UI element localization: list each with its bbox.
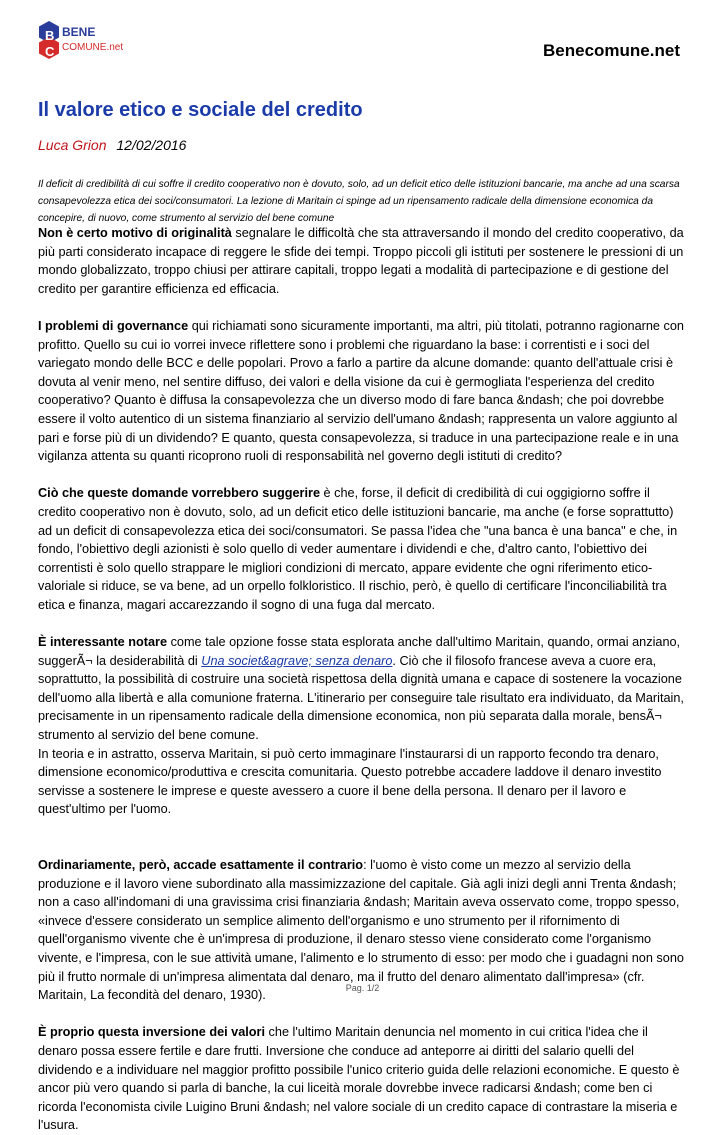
svg-text:B: B — [45, 28, 55, 43]
paragraph — [38, 1023, 690, 1135]
paragraph — [38, 224, 690, 298]
article-abstract: Il deficit di credibilità di cui soffre il credito cooperativo non è dovuto, solo, ad un deficit etico delle istituzioni bancarie, ma anche ad una scarsa consapevolezza etica dei soci/consumatori. La lezione di Maritain ci spinge ad un ripensamento radicale della dimensione economica da concepire, di nuovo, come strumento al servizio del bene comune — [38, 179, 680, 224]
paragraph-lead: Non è certo motivo di originalità — [38, 226, 232, 240]
paragraph-text: qui richiamati sono sicuramente importanti, ma altri, più titolati, potranno ragionarne con profitto. Quello su cui io vorrei invece riflettere sono i problemi che riguardano la base: i correntisti e i soci del variegato mondo delle BCC e delle popolari. Provo a farlo a partire da alcune domande: quanto dell'attuale crisi è dovuta al venir meno, nel sentire diffuso, dei valori e della visione da cui è germogliata l'esperienza del credito cooperativo? Quanto è diffusa la consapevolezza che un diverso modo di fare banca &ndash; che poi dovrebbe essere il volto autentico di un sistema finanziario al servizio dell'umano &ndash; rappresenta un valore aggiunto al pari e forse più di un dividendo? E quanto, questa consapevolezza, si traduce in una partecipazione reale e in una vigilanza attenta su quanti ricoprono ruoli di responsabilità nel governo degli istituti di credito? — [38, 318, 684, 464]
paragraph-text: : l'uomo è visto come un mezzo al servizio della produzione e il lavoro viene subordinato alla massimizzazione del capitale. Già agli inizi degli anni Trenta &ndash; non a caso all'indomani di una gravissima crisi finanziaria &ndash; Maritain aveva osservato come, troppo spesso, «invece d'essere considerato un semplice alimento dell'organismo e uno strumento per il rifornimento di quell'organismo vivente che è un'impresa di produzione, il denaro stesso viene considerato come l'organismo vivente, e l'impresa, con le sue attività umane, l'alimento e lo strumento di esso: per modo che i guadagni non sono più il frutto normale di un'impresa alimentata dal denaro, ma il frutto del denaro alimentato dall'impresa» (cfr. Maritain, La fecondità del denaro, 1930). — [38, 858, 684, 1003]
paragraph-text: è che, forse, il deficit di credibilità di cui oggigiorno soffre il credito cooperativo non è dovuto, solo, ad un deficit etico delle istituzioni bancarie, ma anche (e forse soprattutto) ad un deficit di consapevolezza etica dei soci/consumatori. Se passa l'idea che "una banca è una banca" e che, in fondo, l'obiettivo degli azionisti è solo quello di veder aumentare i dividendi e che, d'altro canto, l'obiettivo dei correntisti è solo quello strappare le migliori condizioni di mercato, appare evidente che ogni riferimento etico-valoriale si riduce, se va bene, ad un orpello folkloristico. Il rischio, però, è quello di certificare l'inconciliabilità tra etica e finanza, magari accarezzando il sogno di una fuga dal mercato. — [38, 486, 678, 612]
paragraph-lead: È interessante notare — [38, 635, 168, 650]
paragraph — [38, 317, 690, 466]
paragraph-text: . Ciò che il filosofo francese aveva a cuore era, soprattutto, la possibilità di costruire una società rispettosa della dignità umana e capace di sostenere la vocazione dell'uomo alla libertà e alla comunione fraterna. L'itinerario per conseguire tale risultato era individuato, da Maritain, precisamente in un ripensamento radicale della dimensione economica, non più separata dalla morale, bensÃ¬ strumento al servizio del bene comune. — [38, 653, 684, 743]
site-name: Benecomune.net — [543, 41, 680, 60]
paragraph — [38, 633, 690, 745]
article-title: Il valore etico e sociale del credito — [38, 99, 363, 121]
logo-text-bottom: COMUNE.net — [62, 42, 124, 53]
paragraph-text: In teoria e in astratto, osserva Maritain, si può certo immaginare l'instaurarsi di un rapporto fecondo tra denaro, dimensione economico/produttiva e crescita comunitaria. Questo potrebbe accadere laddove il denaro investito servisse a sostenere le imprese e queste avessero a cuore il bene della persona. Il denaro per il lavoro e quest'ultimo per l'uomo. — [38, 746, 662, 817]
author-name: Luca Grion — [38, 137, 107, 153]
logo-text-top: BENE — [62, 25, 96, 39]
paragraph-text: che l'ultimo Maritain denuncia nel momento in cui critica l'idea che il denaro possa essere fertile e dare frutti. Inversione che conduce ad anteporre ai diritti del salario quelli del dividendo e a individuare nel maggior profitto possibile l'unico criterio guida delle relazioni economiche. E questo è ancor più vero quando si parla di banche, la cui liceità morale dovrebbe invece radicarsi &ndash; come ben ci ricorda l'economista civile Luigino Bruni &ndash; nel valore sociale di un credito capace di contrastare la miseria e l'usura. — [38, 1025, 680, 1133]
page-number: Pag. 1/2 — [345, 983, 380, 993]
paragraph-text: segnalare le difficoltà che sta attraversando il mondo del credito cooperativo, da più parti considerato incapace di reggere le sfide dei tempi. Troppo piccoli gli istituti per sostenere le pressioni di un mondo globalizzato, troppo chiusi per attirare capitali, troppo legati a modalità di partecipazione e di gestione del credito per garantire efficienza ed efficacia. — [38, 226, 684, 296]
publish-date: 12/02/2016 — [116, 137, 187, 153]
byline — [38, 137, 186, 153]
paragraph — [38, 745, 690, 819]
site-logo[interactable] — [38, 20, 138, 60]
paragraph — [38, 484, 690, 614]
paragraph-lead: Ciò che queste domande vorrebbero suggerire — [38, 486, 321, 501]
paragraph-text: come tale opzione fosse stata esplorata anche dall'ultimo Maritain, quando, ormai anziano, suggerÃ¬ la desiderabilità di — [38, 635, 681, 668]
paragraph-lead: I problemi di governance — [38, 318, 189, 333]
svg-text:C: C — [45, 44, 55, 59]
paragraph-lead: È proprio questa inversione dei valori — [38, 1025, 266, 1040]
book-link[interactable]: Una societ&agrave; senza denaro — [201, 653, 393, 668]
article-body — [38, 224, 690, 1135]
paragraph-lead: Ordinariamente, però, accade esattamente il contrario — [38, 858, 364, 872]
